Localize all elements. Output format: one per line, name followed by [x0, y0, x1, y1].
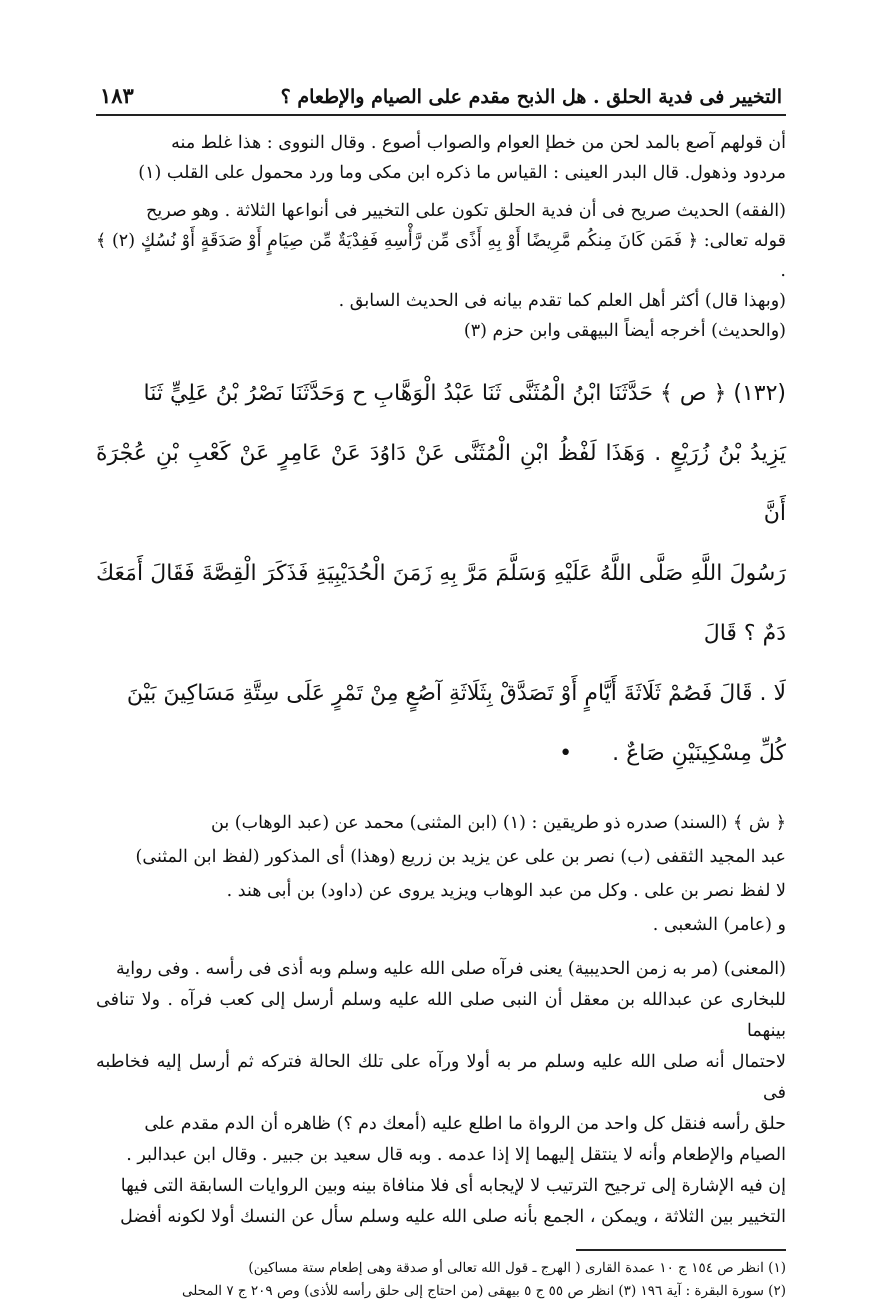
hadith-line: يَزِيدُ بْنُ زُرَيْعٍ . وَهَذَا لَفْظُ ابْنِ الْمُثَنَّى عَنْ دَاوُدَ عَنْ عَامِرٍ عَنْ كَعْبِ بْنِ عُجْرَةَ أَنَّ: [96, 441, 786, 526]
maana-section: [96, 954, 786, 1233]
maana-line: (المعنى) (مر به زمن الحديبية) يعنى فرآه صلى الله عليه وسلم وبه أذى فى رأسه . وفى رواية: [115, 959, 786, 979]
maana-line: حلق رأسه فنقل كل واحد من الرواة ما اطلع عليه (أمعك دم ؟) ظاهره أن الدم مقدم على: [144, 1114, 786, 1134]
end-mark: •: [559, 741, 573, 766]
maana-line: لاحتمال أنه صلى الله عليه وسلم مر به أولا ورآه على تلك الحالة فتركه ثم أرسل إليه فخاطبه فى: [96, 1052, 786, 1103]
hadith-line: (١٣٢) ﴿ ص ﴾ حَدَّثَنَا ابْنُ الْمُثَنَّى ثَنَا عَبْدُ الْوَهَّابِ ح وَحَدَّثَنَا نَصْرُ بْنُ عَلِيٍّ ثَنَا: [143, 381, 786, 406]
page-number: ١٨٣: [100, 83, 134, 108]
maana-line: للبخارى عن عبدالله بن معقل أن النبى صلى الله عليه وسلم أرسل إلى كعب فرآه . ولا تنافى بينهما: [96, 990, 786, 1041]
intro-line: أن قولهم آصع بالمد لحن من خطإ العوام والصواب أصوع . وقال النووى : هذا غلط منه: [171, 133, 786, 153]
sharh-line: لا لفظ نصر بن على . وكل من عبد الوهاب ويزيد يروى عن (داود) بن أبى هند .: [226, 881, 786, 901]
footnotes: [96, 1257, 786, 1303]
hadith-text: [96, 364, 786, 784]
footnote: (١) انظر ص ١٥٤ ج ١٠ عمدة القارى ( الهرج ـ قول الله تعالى أو صدقة وهى إطعام ستة مساكين): [248, 1260, 786, 1276]
intro-paragraph: [96, 128, 786, 188]
footnote: (٢) سورة البقرة : آية ١٩٦ (٣) انظر ص ٥٥ ج ٥ بيهقى (من احتاج إلى حلق رأسه للأذى) وص ٢٠٩ ج ٧ المحلى: [181, 1283, 786, 1299]
hadith-line: رَسُولَ اللَّهِ صَلَّى اللَّهُ عَلَيْهِ وَسَلَّمَ مَرَّ بِهِ زَمَنَ الْحُدَيْبِيَةِ فَذَكَرَ الْقِصَّةَ فَقَالَ أَمَعَكَ دَمٌ ؟ قَالَ: [96, 561, 786, 646]
sharh-line: عبد المجيد الثقفى (ب) نصر بن على عن يزيد بن زريع (وهذا) أى المذكور (لفظ ابن المثنى): [135, 847, 786, 867]
hadith-last-line: كُلِّ مِسْكِينَيْنِ صَاعٌ .: [612, 741, 786, 766]
maana-line: الصيام والإطعام وأنه لا ينتقل إليهما إلا إذا عدمه . وبه قال سعيد بن جبير . وقال ابن عبدالبر .: [126, 1145, 786, 1165]
fiqh-line: (وبهذا قال) أكثر أهل العلم كما تقدم بيانه فى الحديث السابق .: [338, 291, 786, 311]
hadith-line: [96, 724, 786, 784]
intro-line: مردود وذهول. قال البدر العينى : القياس ما ذكره ابن مكى وما ورد محمول على القلب (١): [138, 163, 786, 183]
hadith-line: لَا . قَالَ فَصُمْ ثَلَاثَةَ أَيَّامٍ أَوْ تَصَدَّقْ بِثَلَاثَةِ آصُعٍ مِنْ تَمْرٍ عَلَى سِتَّةِ مَسَاكِينَ بَيْنَ: [126, 681, 786, 706]
book-page: [96, 80, 786, 1299]
fiqh-line: (والحديث) أخرجه أيضاً البيهقى وابن حزم (٣): [463, 321, 786, 341]
running-title: التخيير فى فدية الحلق . هل الذبح مقدم على الصيام والإطعام ؟: [280, 86, 782, 108]
maana-line: إن فيه الإشارة إلى ترجيح الترتيب لا لإيجابه أى فلا منافاة بينه وبين الروايات السابقة التى فيها: [120, 1176, 786, 1196]
maana-line: التخيير بين الثلاثة ، ويمكن ، الجمع بأنه صلى الله عليه وسلم سأل عن النسك أولا لكونه أفضل: [120, 1207, 786, 1227]
footnote-divider: [576, 1249, 786, 1251]
fiqh-line: (الفقه) الحديث صريح فى أن فدية الحلق تكون على التخيير فى أنواعها الثلاثة . وهو صريح: [146, 201, 786, 221]
sharh-line: و (عامر) الشعبى .: [652, 915, 786, 935]
sharh-line: ﴿ ش ﴾ (السند) صدره ذو طريقين : (١) (ابن المثنى) محمد عن (عبد الوهاب) بن: [211, 813, 786, 833]
quran-verse-line: قوله تعالى: ﴿ فَمَن كَانَ مِنكُم مَّرِيضًا أَوْ بِهِ أَذًى مِّن رَّأْسِهِ فَفِدْيَةٌ مِّن صِيَامٍ أَوْ صَدَقَةٍ أَوْ نُسُكٍ (٢) ﴾ .: [96, 231, 786, 281]
page-header: [96, 80, 786, 116]
sharh-section: [96, 806, 786, 942]
fiqh-section: [96, 196, 786, 346]
